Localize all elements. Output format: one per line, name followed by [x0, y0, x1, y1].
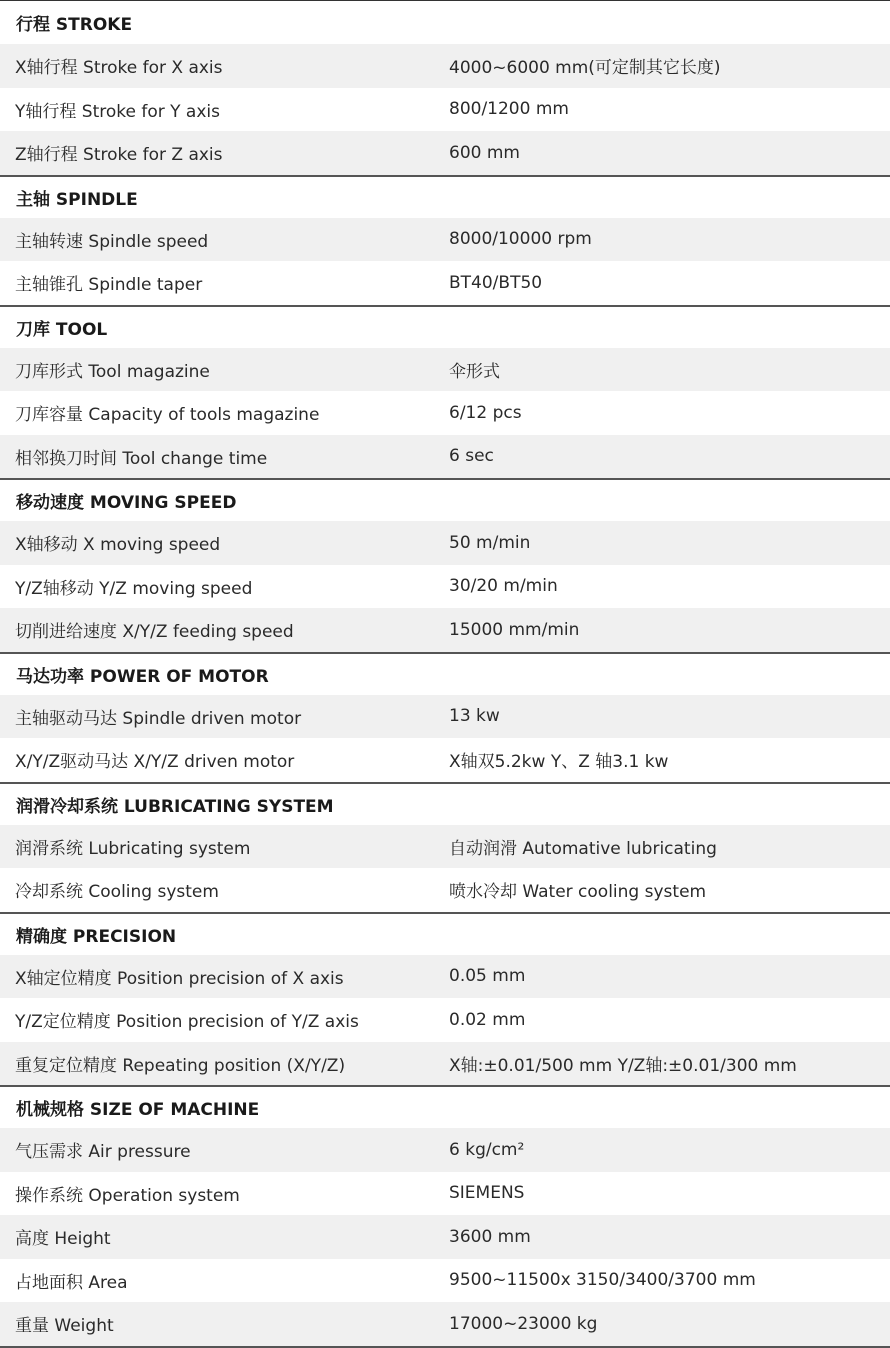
spec-row: [0, 1215, 890, 1259]
spec-row: [0, 1172, 890, 1216]
spec-row: [0, 738, 890, 782]
section-header: 精确度 PRECISION: [0, 912, 890, 955]
spec-row: [0, 261, 890, 305]
spec-row: [0, 348, 890, 392]
spec-value: 17000~23000 kg: [449, 1313, 598, 1334]
spec-label: 相邻换刀时间 Tool change time: [15, 448, 268, 469]
spec-row: [0, 1042, 890, 1086]
spec-value: 15000 mm/min: [449, 619, 580, 640]
spec-value: 800/1200 mm: [449, 99, 569, 120]
spec-label: 重复定位精度 Repeating position (X/Y/Z): [15, 1055, 346, 1076]
spec-value: 8000/10000 rpm: [449, 229, 592, 250]
spec-label: 冷却系统 Cooling system: [15, 882, 219, 903]
spec-label: 切削进给速度 X/Y/Z feeding speed: [15, 622, 294, 643]
spec-row: [0, 435, 890, 479]
spec-value: 3600 mm: [449, 1226, 531, 1247]
spec-value: 13 kw: [449, 706, 500, 727]
spec-value: 6 sec: [449, 446, 494, 467]
spec-label: 操作系统 Operation system: [15, 1185, 240, 1206]
spec-value: 自动润滑 Automative lubricating: [449, 838, 717, 859]
spec-value: X轴:±0.01/500 mm Y/Z轴:±0.01/300 mm: [449, 1055, 797, 1076]
spec-label: 主轴转速 Spindle speed: [15, 231, 209, 252]
spec-row: [0, 695, 890, 739]
spec-label: 润滑系统 Lubricating system: [15, 838, 251, 859]
spec-row: [0, 868, 890, 912]
section-header: 移动速度 MOVING SPEED: [0, 478, 890, 521]
spec-value: X轴双5.2kw Y、Z 轴3.1 kw: [449, 752, 669, 773]
spec-value: 6 kg/cm²: [449, 1139, 525, 1160]
spec-value: 0.02 mm: [449, 1009, 526, 1030]
spec-row: [0, 955, 890, 999]
section-header: 润滑冷却系统 LUBRICATING SYSTEM: [0, 782, 890, 825]
spec-label: 刀库容量 Capacity of tools magazine: [15, 405, 320, 426]
spec-value: 伞形式: [449, 361, 500, 382]
section-header: 机械规格 SIZE OF MACHINE: [0, 1085, 890, 1128]
spec-row: [0, 131, 890, 175]
spec-label: 主轴锥孔 Spindle taper: [15, 275, 203, 296]
spec-value: 9500~11500x 3150/3400/3700 mm: [449, 1270, 756, 1291]
section-header: 刀库 TOOL: [0, 305, 890, 348]
spec-label: 重量 Weight: [15, 1316, 114, 1337]
spec-label: X/Y/Z驱动马达 X/Y/Z driven motor: [15, 752, 295, 773]
spec-label: Z轴行程 Stroke for Z axis: [15, 145, 223, 166]
spec-label: Y/Z定位精度 Position precision of Y/Z axis: [15, 1012, 359, 1033]
spec-row: [0, 1259, 890, 1303]
spec-value: 喷水冷却 Water cooling system: [449, 882, 707, 903]
spec-value: 6/12 pcs: [449, 402, 522, 423]
spec-row: [0, 565, 890, 609]
spec-value: SIEMENS: [449, 1183, 525, 1204]
section-header: 主轴 SPINDLE: [0, 175, 890, 218]
spec-label: 占地面积 Area: [15, 1272, 128, 1293]
spec-label: 主轴驱动马达 Spindle driven motor: [15, 708, 302, 729]
spec-value: 4000~6000 mm(可定制其它长度): [449, 58, 721, 79]
section-header: 行程 STROKE: [0, 1, 890, 44]
spec-row: [0, 998, 890, 1042]
spec-value: 0.05 mm: [449, 966, 526, 987]
spec-row: [0, 608, 890, 652]
spec-row: [0, 218, 890, 262]
spec-row: [0, 825, 890, 869]
spec-value: 600 mm: [449, 142, 520, 163]
spec-label: 刀库形式 Tool magazine: [15, 361, 210, 382]
section-header: 马达功率 POWER OF MOTOR: [0, 652, 890, 695]
spec-label: X轴移动 X moving speed: [15, 535, 221, 556]
spec-label: 气压需求 Air pressure: [15, 1142, 191, 1163]
spec-row: [0, 521, 890, 565]
spec-row: [0, 1302, 890, 1346]
spec-row: [0, 44, 890, 88]
spec-label: 高度 Height: [15, 1229, 111, 1250]
spec-label: Y/Z轴移动 Y/Z moving speed: [15, 578, 253, 599]
spec-row: [0, 1128, 890, 1172]
spec-value: 50 m/min: [449, 532, 531, 553]
spec-row: [0, 391, 890, 435]
spec-label: X轴定位精度 Position precision of X axis: [15, 968, 344, 989]
spec-value: BT40/BT50: [449, 272, 543, 293]
spec-row: [0, 88, 890, 132]
spec-label: Y轴行程 Stroke for Y axis: [15, 101, 220, 122]
spec-value: 30/20 m/min: [449, 576, 558, 597]
spec-label: X轴行程 Stroke for X axis: [15, 58, 223, 79]
